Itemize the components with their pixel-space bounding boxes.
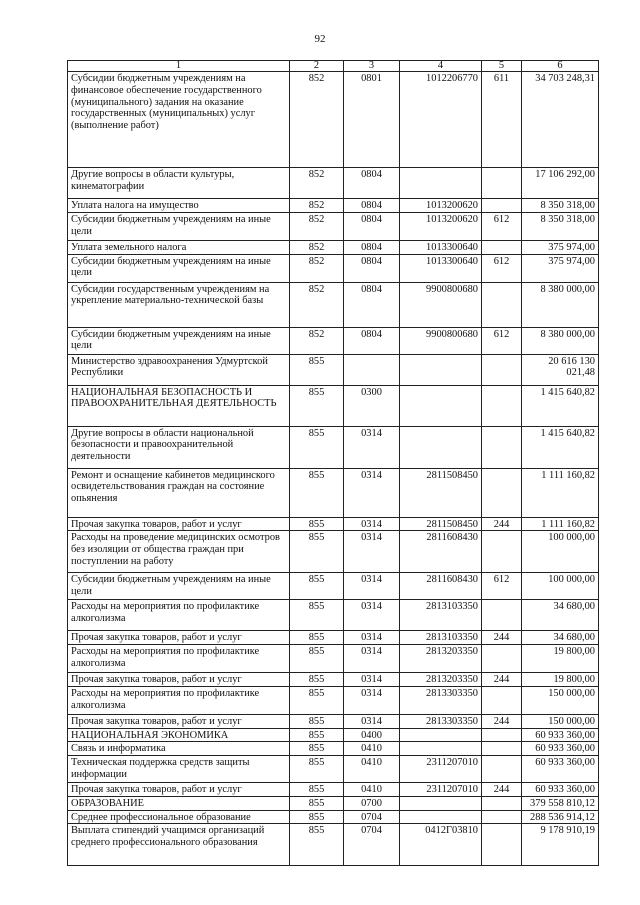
row-cell-col3: 0704 (344, 824, 400, 866)
row-cell-col5: 244 (482, 783, 522, 797)
row-cell-col3: 0314 (344, 600, 400, 631)
table-row (68, 327, 599, 354)
table-row (68, 796, 599, 810)
row-cell-col6: 100 000,00 (522, 573, 599, 600)
row-cell-col5: 244 (482, 517, 522, 531)
row-cell-col5 (482, 426, 522, 468)
row-cell-col6: 60 933 360,00 (522, 728, 599, 742)
table-row (68, 645, 599, 673)
table-row (68, 673, 599, 687)
table-row (68, 742, 599, 756)
row-cell-col6: 150 000,00 (522, 686, 599, 714)
row-cell-col5 (482, 686, 522, 714)
row-description: Субсидии бюджетным учреждениям на иные цели (68, 212, 290, 240)
row-cell-col6: 375 974,00 (522, 254, 599, 282)
row-cell-col3: 0704 (344, 810, 400, 824)
row-description: Расходы на проведение медицинских осмотров без изоляции от общества граждан при поступлении на работу (68, 531, 290, 573)
row-cell-col4: 2811608430 (400, 531, 482, 573)
row-cell-col6: 379 558 810,12 (522, 796, 599, 810)
row-cell-col5 (482, 728, 522, 742)
table-row (68, 254, 599, 282)
row-cell-col2: 855 (290, 756, 344, 783)
table-row (68, 426, 599, 468)
table-row (68, 240, 599, 254)
row-cell-col5 (482, 168, 522, 199)
row-cell-col3: 0314 (344, 573, 400, 600)
row-description: Субсидии бюджетным учреждениям на иные цели (68, 573, 290, 600)
row-cell-col2: 855 (290, 573, 344, 600)
row-cell-col2: 852 (290, 199, 344, 213)
row-cell-col4 (400, 354, 482, 385)
table-row (68, 72, 599, 168)
row-description: ОБРАЗОВАНИЕ (68, 796, 290, 810)
row-cell-col4: 1013200620 (400, 212, 482, 240)
row-cell-col2: 855 (290, 385, 344, 426)
table-row (68, 517, 599, 531)
table-row (68, 600, 599, 631)
row-cell-col4: 0412Г03810 (400, 824, 482, 866)
row-cell-col3: 0300 (344, 385, 400, 426)
row-cell-col4 (400, 810, 482, 824)
row-cell-col5 (482, 824, 522, 866)
row-cell-col5 (482, 531, 522, 573)
row-cell-col6: 8 350 318,00 (522, 199, 599, 213)
row-cell-col6: 34 680,00 (522, 631, 599, 645)
row-description: Министерство здравоохранения Удмуртской Республики (68, 354, 290, 385)
row-cell-col3: 0314 (344, 468, 400, 517)
row-cell-col3: 0314 (344, 714, 400, 728)
row-description: Прочая закупка товаров, работ и услуг (68, 517, 290, 531)
row-cell-col5 (482, 742, 522, 756)
row-cell-col4: 9900800680 (400, 327, 482, 354)
row-cell-col5: 612 (482, 254, 522, 282)
row-cell-col4: 2813203350 (400, 645, 482, 673)
row-cell-col5: 612 (482, 212, 522, 240)
row-cell-col4: 2813303350 (400, 686, 482, 714)
row-description: Прочая закупка товаров, работ и услуг (68, 783, 290, 797)
row-cell-col3: 0801 (344, 72, 400, 168)
row-cell-col3 (344, 354, 400, 385)
row-cell-col4: 2813103350 (400, 600, 482, 631)
row-description: Уплата налога на имущество (68, 199, 290, 213)
row-cell-col4: 2813203350 (400, 673, 482, 687)
row-cell-col2: 855 (290, 645, 344, 673)
row-description: Уплата земельного налога (68, 240, 290, 254)
row-cell-col5 (482, 600, 522, 631)
row-cell-col4 (400, 796, 482, 810)
row-cell-col5 (482, 810, 522, 824)
table-body (68, 72, 599, 866)
row-description: Субсидии государственным учреждениям на укрепление материально-технической базы (68, 282, 290, 327)
row-cell-col5 (482, 645, 522, 673)
row-cell-col2: 855 (290, 714, 344, 728)
table-row (68, 531, 599, 573)
row-description: Субсидии бюджетным учреждениям на иные цели (68, 254, 290, 282)
row-cell-col2: 855 (290, 600, 344, 631)
row-cell-col2: 852 (290, 240, 344, 254)
row-description: НАЦИОНАЛЬНАЯ БЕЗОПАСНОСТЬ И ПРАВООХРАНИТЕЛЬНАЯ ДЕЯТЕЛЬНОСТЬ (68, 385, 290, 426)
row-cell-col4: 2811508450 (400, 517, 482, 531)
row-cell-col4: 2813103350 (400, 631, 482, 645)
row-cell-col2: 855 (290, 824, 344, 866)
page-number: 92 (314, 33, 326, 45)
row-cell-col6: 150 000,00 (522, 714, 599, 728)
row-description: Техническая поддержка средств защиты информации (68, 756, 290, 783)
row-cell-col2: 855 (290, 354, 344, 385)
row-cell-col2: 855 (290, 673, 344, 687)
table-row (68, 168, 599, 199)
row-cell-col2: 855 (290, 468, 344, 517)
table-row (68, 756, 599, 783)
row-cell-col6: 8 380 000,00 (522, 327, 599, 354)
row-cell-col6: 8 350 318,00 (522, 212, 599, 240)
table-row (68, 824, 599, 866)
row-cell-col4 (400, 728, 482, 742)
row-cell-col6: 19 800,00 (522, 645, 599, 673)
row-cell-col5 (482, 282, 522, 327)
table-row (68, 810, 599, 824)
row-cell-col6: 375 974,00 (522, 240, 599, 254)
row-cell-col5 (482, 199, 522, 213)
row-cell-col2: 852 (290, 72, 344, 168)
row-cell-col2: 855 (290, 742, 344, 756)
table-row (68, 714, 599, 728)
row-description: Расходы на мероприятия по профилактике алкоголизма (68, 600, 290, 631)
row-cell-col3: 0410 (344, 742, 400, 756)
row-cell-col2: 852 (290, 254, 344, 282)
row-cell-col3: 0804 (344, 168, 400, 199)
column-header: 1 (68, 61, 290, 72)
row-cell-col3: 0314 (344, 631, 400, 645)
row-description: Расходы на мероприятия по профилактике алкоголизма (68, 686, 290, 714)
row-cell-col5 (482, 354, 522, 385)
row-cell-col3: 0804 (344, 254, 400, 282)
row-cell-col6: 34 680,00 (522, 600, 599, 631)
row-cell-col4: 9900800680 (400, 282, 482, 327)
table-row (68, 468, 599, 517)
table-row (68, 631, 599, 645)
row-description: Расходы на мероприятия по профилактике алкоголизма (68, 645, 290, 673)
row-cell-col3: 0804 (344, 240, 400, 254)
row-cell-col6: 288 536 914,12 (522, 810, 599, 824)
row-cell-col4: 1012206770 (400, 72, 482, 168)
row-cell-col3: 0804 (344, 327, 400, 354)
row-cell-col4: 2811608430 (400, 573, 482, 600)
row-description: Прочая закупка товаров, работ и услуг (68, 631, 290, 645)
row-cell-col3: 0314 (344, 673, 400, 687)
row-description: Прочая закупка товаров, работ и услуг (68, 714, 290, 728)
table-row (68, 573, 599, 600)
row-cell-col4: 2311207010 (400, 756, 482, 783)
row-cell-col4: 2811508450 (400, 468, 482, 517)
row-cell-col6: 1 415 640,82 (522, 385, 599, 426)
row-cell-col3: 0314 (344, 645, 400, 673)
row-cell-col6: 60 933 360,00 (522, 756, 599, 783)
column-header: 4 (400, 61, 482, 72)
row-cell-col6: 20 616 130 021,48 (522, 354, 599, 385)
row-cell-col5: 612 (482, 327, 522, 354)
row-cell-col5: 244 (482, 714, 522, 728)
row-cell-col4: 2813303350 (400, 714, 482, 728)
row-cell-col2: 855 (290, 728, 344, 742)
table-row (68, 199, 599, 213)
column-header: 3 (344, 61, 400, 72)
row-cell-col6: 60 933 360,00 (522, 783, 599, 797)
row-description: Среднее профессиональное образование (68, 810, 290, 824)
row-cell-col6: 19 800,00 (522, 673, 599, 687)
row-cell-col3: 0410 (344, 783, 400, 797)
row-cell-col4: 2311207010 (400, 783, 482, 797)
row-cell-col2: 855 (290, 783, 344, 797)
row-cell-col5: 244 (482, 631, 522, 645)
row-cell-col2: 855 (290, 631, 344, 645)
row-cell-col2: 855 (290, 686, 344, 714)
column-header: 5 (482, 61, 522, 72)
row-cell-col5: 611 (482, 72, 522, 168)
row-cell-col6: 34 703 248,31 (522, 72, 599, 168)
row-cell-col6: 9 178 910,19 (522, 824, 599, 866)
row-cell-col6: 1 111 160,82 (522, 517, 599, 531)
row-description: Связь и информатика (68, 742, 290, 756)
row-cell-col6: 100 000,00 (522, 531, 599, 573)
table-row (68, 354, 599, 385)
table-row (68, 686, 599, 714)
column-header: 2 (290, 61, 344, 72)
row-cell-col4 (400, 385, 482, 426)
row-cell-col5 (482, 385, 522, 426)
table-row (68, 212, 599, 240)
row-cell-col4 (400, 742, 482, 756)
row-cell-col2: 852 (290, 168, 344, 199)
row-cell-col6: 17 106 292,00 (522, 168, 599, 199)
row-cell-col6: 60 933 360,00 (522, 742, 599, 756)
row-cell-col2: 852 (290, 327, 344, 354)
row-cell-col5 (482, 756, 522, 783)
row-description: Выплата стипендий учащимся организаций среднего профессионального образования (68, 824, 290, 866)
row-description: НАЦИОНАЛЬНАЯ ЭКОНОМИКА (68, 728, 290, 742)
row-cell-col4 (400, 168, 482, 199)
row-cell-col5 (482, 468, 522, 517)
row-cell-col2: 855 (290, 810, 344, 824)
column-header: 6 (522, 61, 599, 72)
budget-table (67, 60, 599, 866)
row-cell-col3: 0314 (344, 531, 400, 573)
row-cell-col5: 244 (482, 673, 522, 687)
row-description: Субсидии бюджетным учреждениям на иные цели (68, 327, 290, 354)
table-header-row (68, 61, 599, 72)
row-cell-col4: 1013200620 (400, 199, 482, 213)
row-cell-col6: 1 415 640,82 (522, 426, 599, 468)
row-cell-col3: 0804 (344, 282, 400, 327)
row-cell-col4: 1013300640 (400, 240, 482, 254)
table-row (68, 783, 599, 797)
row-cell-col5: 612 (482, 573, 522, 600)
row-cell-col3: 0314 (344, 426, 400, 468)
row-cell-col2: 855 (290, 796, 344, 810)
table-row (68, 282, 599, 327)
table-row (68, 385, 599, 426)
row-cell-col3: 0804 (344, 212, 400, 240)
row-cell-col6: 8 380 000,00 (522, 282, 599, 327)
row-cell-col6: 1 111 160,82 (522, 468, 599, 517)
row-description: Ремонт и оснащение кабинетов медицинского освидетельствования граждан на состояние опьянения (68, 468, 290, 517)
row-cell-col3: 0314 (344, 517, 400, 531)
row-cell-col2: 855 (290, 426, 344, 468)
row-cell-col2: 852 (290, 212, 344, 240)
row-description: Другие вопросы в области культуры, кинематографии (68, 168, 290, 199)
row-cell-col4 (400, 426, 482, 468)
row-cell-col2: 852 (290, 282, 344, 327)
row-description: Другие вопросы в области национальной безопасности и правоохранительной деятельности (68, 426, 290, 468)
table-row (68, 728, 599, 742)
row-cell-col3: 0410 (344, 756, 400, 783)
row-description: Субсидии бюджетным учреждениям на финансовое обеспечение государственного (муниципального) задания на оказание государственных (муниципальных) услуг (выполнение работ) (68, 72, 290, 168)
row-cell-col2: 855 (290, 517, 344, 531)
row-cell-col5 (482, 796, 522, 810)
row-description: Прочая закупка товаров, работ и услуг (68, 673, 290, 687)
row-cell-col2: 855 (290, 531, 344, 573)
row-cell-col3: 0700 (344, 796, 400, 810)
row-cell-col5 (482, 240, 522, 254)
row-cell-col3: 0400 (344, 728, 400, 742)
row-cell-col4: 1013300640 (400, 254, 482, 282)
row-cell-col3: 0804 (344, 199, 400, 213)
row-cell-col3: 0314 (344, 686, 400, 714)
